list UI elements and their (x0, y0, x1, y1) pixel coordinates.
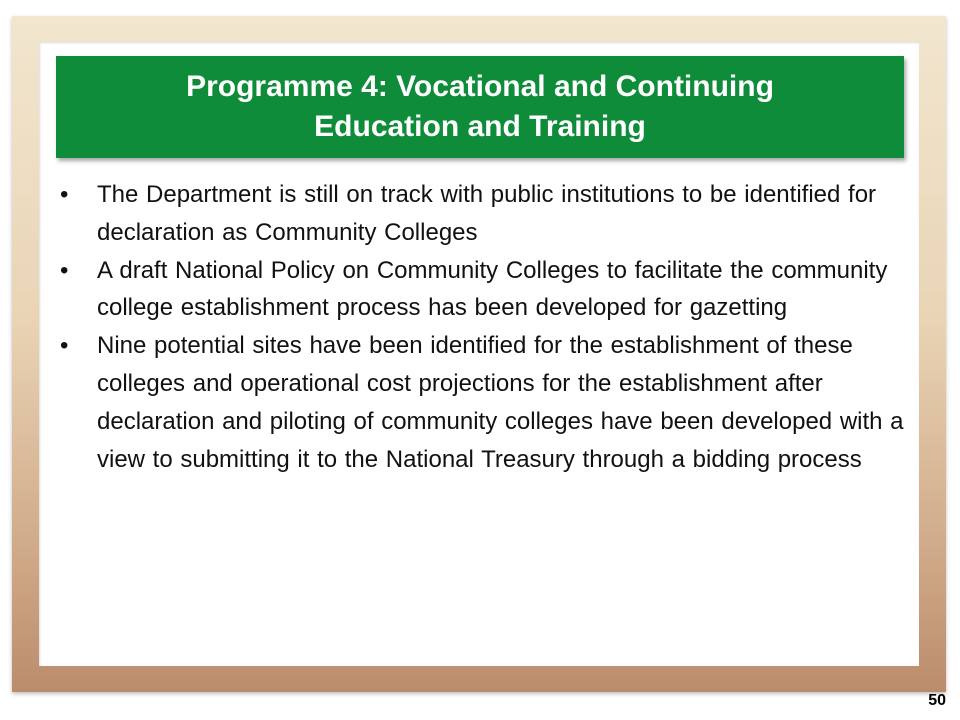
bullet-item (58, 327, 910, 478)
bullet-item (58, 176, 910, 252)
title-banner (56, 56, 904, 158)
title-line-1: Programme 4: Vocational and Continuing (186, 70, 774, 103)
page-number: 50 (928, 692, 946, 709)
bullet-item (58, 252, 910, 328)
bullet-icon: • (60, 332, 69, 360)
bullet-text: Nine potential sites have been identified for the establishment of these colleges and operational cost projections for the establishment after declaration and piloting of community colleges have been developed with a view to submitting it to the National Treasury through a bidding process (97, 332, 904, 473)
bullet-list (58, 176, 910, 478)
title-line-2: Education and Training (314, 110, 646, 143)
bullet-icon: • (60, 256, 69, 284)
bullet-text: A draft National Policy on Community Colleges to facilitate the community college establishment process has been developed for gazetting (97, 256, 888, 322)
bullet-icon: • (60, 181, 69, 208)
bullet-text: The Department is still on track with public institutions to be identified for declaration as Community Colleges (97, 181, 877, 246)
slide-title (70, 67, 890, 147)
